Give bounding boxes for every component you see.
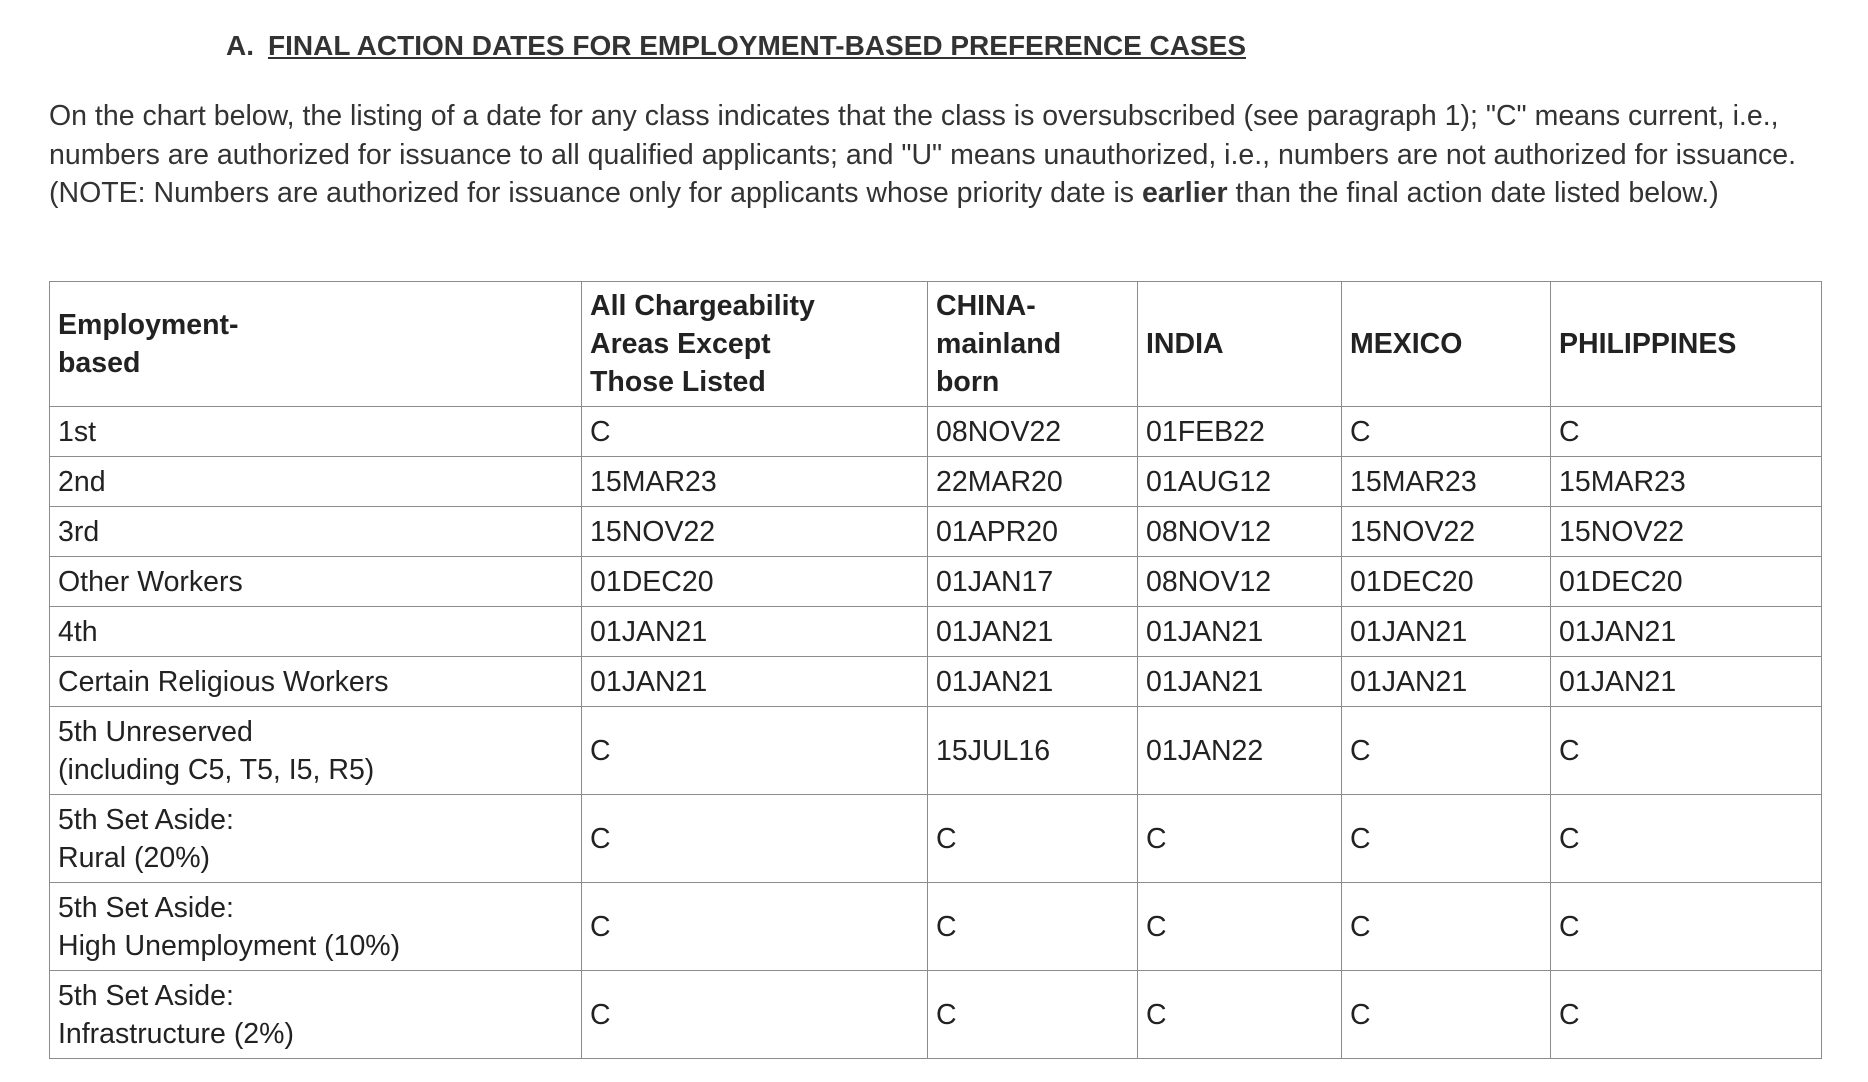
cell-line: Other Workers [58, 565, 243, 598]
table-row [50, 971, 1822, 1059]
cell-line: Rural (20%) [58, 841, 211, 874]
table-row [50, 657, 1822, 707]
date-cell: C [928, 971, 1138, 1059]
table-row [50, 607, 1822, 657]
cell-line: (including C5, T5, I5, R5) [58, 753, 375, 786]
date-cell: 08NOV22 [928, 407, 1138, 457]
date-cell: 01JAN21 [1342, 657, 1551, 707]
date-cell: 15MAR23 [1342, 457, 1551, 507]
table-body [50, 407, 1822, 1059]
row-label [50, 457, 582, 507]
row-label [50, 795, 582, 883]
table-row [50, 795, 1822, 883]
cell-line: 5th Set Aside: [58, 803, 234, 836]
header-mexico [1342, 282, 1551, 407]
date-cell: C [1138, 883, 1342, 971]
cell-line: Certain Religious Workers [58, 665, 389, 698]
date-cell: 01JAN21 [582, 657, 928, 707]
date-cell: 01DEC20 [582, 557, 928, 607]
date-cell: 15MAR23 [1551, 457, 1822, 507]
cell-line: CHINA- [936, 290, 1036, 322]
header-employment-based [50, 282, 582, 407]
cell-line: 5th Set Aside: [58, 979, 234, 1012]
section-heading [226, 30, 1246, 62]
cell-line: 2nd [58, 465, 106, 498]
cell-line: All Chargeability [590, 290, 815, 322]
date-cell: 01JAN21 [1138, 607, 1342, 657]
table-header-row [50, 282, 1822, 407]
cell-line: Infrastructure (2%) [58, 1017, 294, 1050]
table-row [50, 557, 1822, 607]
date-cell: 08NOV12 [1138, 507, 1342, 557]
intro-text: On the chart below, the listing of a date for any class indicates that the class is oversubscribed (see paragraph 1); "C" means current, i.e., numbers are authorized for issuance to all qualified applicants; and "U" means unauthorized, i.e., numbers are not authorized for issuance. (NOTE: Numbers are authorized for issuance only for applicants whose priority date is [49, 100, 1797, 209]
table-row [50, 407, 1822, 457]
cell-line: PHILIPPINES [1559, 328, 1737, 360]
date-cell: C [928, 795, 1138, 883]
date-cell: C [928, 883, 1138, 971]
date-cell: C [1551, 883, 1822, 971]
cell-line: 4th [58, 615, 98, 648]
final-action-dates-table [49, 281, 1822, 1059]
date-cell: C [1551, 795, 1822, 883]
cell-line: INDIA [1146, 328, 1224, 360]
date-cell: 01JAN21 [928, 607, 1138, 657]
date-cell: 01JAN21 [1342, 607, 1551, 657]
header-india [1138, 282, 1342, 407]
date-cell: C [1551, 407, 1822, 457]
date-cell: 01AUG12 [1138, 457, 1342, 507]
cell-line: 5th Unreserved [58, 715, 253, 748]
date-cell: C [1342, 971, 1551, 1059]
cell-line: based [58, 347, 141, 379]
date-cell: C [582, 795, 928, 883]
date-cell: C [1138, 795, 1342, 883]
date-cell: 01JAN21 [1551, 657, 1822, 707]
date-cell: 15NOV22 [582, 507, 928, 557]
date-cell: C [582, 407, 928, 457]
date-cell: 08NOV12 [1138, 557, 1342, 607]
intro-bold-word: earlier [1141, 177, 1228, 209]
date-cell: 01JAN21 [1551, 607, 1822, 657]
date-cell: C [1342, 707, 1551, 795]
header-all-chargeability [582, 282, 928, 407]
cell-line: Employment- [58, 309, 239, 341]
date-cell: 01JAN21 [928, 657, 1138, 707]
date-cell: 22MAR20 [928, 457, 1138, 507]
date-cell: 01APR20 [928, 507, 1138, 557]
date-cell: 01JAN21 [582, 607, 928, 657]
date-cell: 15MAR23 [582, 457, 928, 507]
intro-text-end: than the final action date listed below.) [1227, 177, 1719, 209]
date-cell: C [1551, 707, 1822, 795]
date-cell: 01DEC20 [1551, 557, 1822, 607]
intro-paragraph [49, 97, 1834, 213]
cell-line: mainland [936, 328, 1062, 360]
row-label [50, 707, 582, 795]
table-row [50, 507, 1822, 557]
date-cell: 15NOV22 [1551, 507, 1822, 557]
cell-line: Areas Except [590, 328, 771, 360]
date-cell: 01FEB22 [1138, 407, 1342, 457]
date-cell: 01JAN21 [1138, 657, 1342, 707]
row-label [50, 407, 582, 457]
row-label [50, 971, 582, 1059]
row-label [50, 507, 582, 557]
row-label [50, 557, 582, 607]
date-cell: 01DEC20 [1342, 557, 1551, 607]
cell-line: born [936, 366, 1000, 398]
date-cell: 15JUL16 [928, 707, 1138, 795]
date-cell: C [1342, 795, 1551, 883]
table-row [50, 707, 1822, 795]
date-cell: C [1342, 407, 1551, 457]
cell-line: MEXICO [1350, 328, 1463, 360]
header-china [928, 282, 1138, 407]
cell-line: Those Listed [590, 366, 766, 398]
cell-line: 1st [58, 415, 97, 448]
row-label [50, 657, 582, 707]
date-cell: 01JAN22 [1138, 707, 1342, 795]
cell-line: 3rd [58, 515, 100, 548]
header-philippines [1551, 282, 1822, 407]
date-cell: C [1551, 971, 1822, 1059]
date-cell: C [582, 883, 928, 971]
cell-line: High Unemployment (10%) [58, 929, 401, 962]
row-label [50, 883, 582, 971]
cell-line: 5th Set Aside: [58, 891, 234, 924]
row-label [50, 607, 582, 657]
section-title: FINAL ACTION DATES FOR EMPLOYMENT-BASED PREFERENCE CASES [268, 30, 1246, 61]
date-cell: 01JAN17 [928, 557, 1138, 607]
date-cell: C [1342, 883, 1551, 971]
section-letter: A. [226, 30, 254, 61]
date-cell: C [1138, 971, 1342, 1059]
date-cell: 15NOV22 [1342, 507, 1551, 557]
date-cell: C [582, 707, 928, 795]
date-cell: C [582, 971, 928, 1059]
table-row [50, 457, 1822, 507]
table-row [50, 883, 1822, 971]
